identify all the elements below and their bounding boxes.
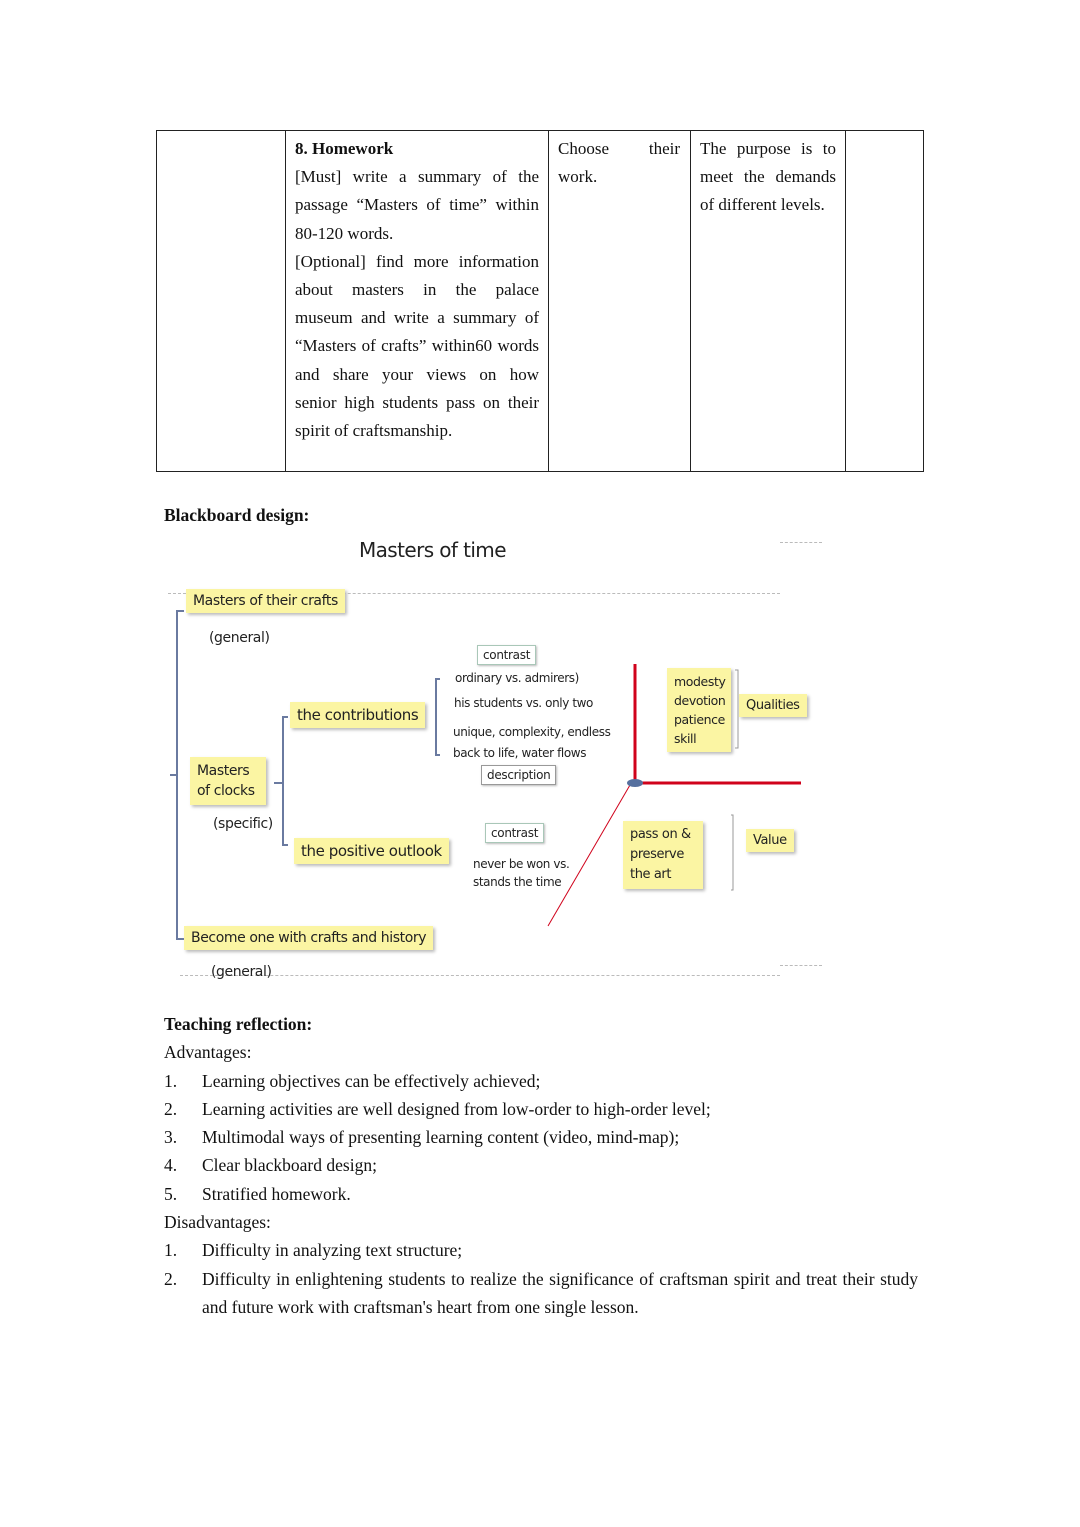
contrast-text: his students vs. only two bbox=[454, 696, 593, 710]
list-item bbox=[164, 1123, 924, 1151]
masters-of-crafts-note: Masters of their crafts bbox=[186, 589, 345, 613]
contrast-label: contrast bbox=[477, 645, 536, 665]
homework-optional: [Optional] find more information about masters in the palace museum and write a summary of “Masters of crafts” within60 words and share your views on how senior high students pass on their spirit of craftsmanship. bbox=[295, 251, 539, 441]
list-item bbox=[164, 1180, 924, 1208]
diagram-title: Masters of time bbox=[359, 538, 506, 562]
positive-outlook-note: the positive outlook bbox=[294, 838, 449, 864]
contrast-text: never be won vs. bbox=[473, 857, 570, 871]
list-item bbox=[164, 1095, 924, 1123]
pass-on-line: the art bbox=[630, 867, 672, 882]
item-number: 2. bbox=[164, 1098, 178, 1119]
purpose-cell bbox=[691, 131, 846, 472]
item-number: 3. bbox=[164, 1127, 178, 1148]
item-number: 5. bbox=[164, 1183, 178, 1204]
teaching-reflection bbox=[164, 1010, 924, 1321]
item-text: Stratified homework. bbox=[202, 1183, 351, 1204]
item-text: Learning objectives can be effectively achieved; bbox=[202, 1070, 541, 1091]
table-row bbox=[157, 131, 924, 472]
axes-graphic bbox=[160, 530, 840, 990]
table-cell-empty bbox=[846, 131, 924, 472]
lesson-plan-table bbox=[156, 130, 924, 472]
description-label: description bbox=[481, 765, 556, 785]
masters-of-clocks-note: Masters of clocks bbox=[190, 757, 266, 805]
contributions-note: the contributions bbox=[290, 702, 425, 728]
contrast-label: contrast bbox=[485, 823, 544, 843]
qualities-list-note bbox=[667, 668, 731, 752]
quality-item: devotion bbox=[674, 693, 726, 708]
quality-item: patience bbox=[674, 712, 725, 727]
purpose: The purpose is to meet the demands of different levels. bbox=[700, 139, 836, 215]
become-one-note: Become one with crafts and history bbox=[184, 926, 433, 950]
item-text: Multimodal ways of presenting learning content (video, mind-map); bbox=[202, 1127, 680, 1148]
contrast-text: ordinary vs. admirers) bbox=[455, 671, 579, 685]
item-number: 1. bbox=[164, 1240, 178, 1261]
list-item bbox=[164, 1067, 924, 1095]
item-number: 2. bbox=[164, 1268, 178, 1289]
homework-cell bbox=[286, 131, 549, 472]
specific-label: (specific) bbox=[213, 816, 273, 832]
list-item bbox=[164, 1236, 924, 1264]
pass-on-note bbox=[623, 821, 703, 889]
qualities-note: Qualities bbox=[739, 694, 807, 717]
quality-item: modesty bbox=[674, 674, 726, 689]
reflection-heading: Teaching reflection: bbox=[164, 1014, 313, 1034]
item-text: Difficulty in analyzing text structure; bbox=[202, 1240, 463, 1261]
student-activity-cell bbox=[549, 131, 691, 472]
description-text: back to life, water flows bbox=[453, 746, 587, 760]
diagonal-axis bbox=[548, 785, 630, 926]
pass-on-line: preserve bbox=[630, 847, 684, 862]
item-text: Clear blackboard design; bbox=[202, 1155, 377, 1176]
disadvantages-label: Disadvantages: bbox=[164, 1212, 271, 1233]
bracket bbox=[735, 670, 738, 748]
general-label: (general) bbox=[211, 964, 272, 980]
list-item bbox=[164, 1265, 924, 1322]
advantages-label: Advantages: bbox=[164, 1042, 252, 1063]
item-text: Learning activities are well designed from low-order to high-order level; bbox=[202, 1098, 711, 1119]
table-cell-empty bbox=[157, 131, 286, 472]
item-text: Difficulty in enlightening students to realize the significance of craftsman spirit and treat their study and future work with craftsman's heart from one single lesson. bbox=[202, 1268, 918, 1317]
origin-dot bbox=[627, 779, 643, 787]
contrast-text: stands the time bbox=[473, 875, 562, 889]
item-number: 1. bbox=[164, 1070, 178, 1091]
homework-title: 8. Homework bbox=[295, 139, 394, 158]
item-number: 4. bbox=[164, 1155, 178, 1176]
quality-item: skill bbox=[674, 731, 697, 746]
general-label: (general) bbox=[209, 630, 270, 646]
bracket bbox=[731, 815, 733, 890]
pass-on-line: pass on & bbox=[630, 827, 691, 842]
homework-must: [Must] write a summary of the passage “Masters of time” within 80-120 words. bbox=[295, 167, 539, 243]
student-activity: Choose their work. bbox=[558, 139, 680, 187]
blackboard-heading: Blackboard design: bbox=[164, 505, 310, 525]
blackboard-diagram bbox=[160, 530, 840, 990]
description-text: unique, complexity, endless bbox=[453, 725, 611, 739]
list-item bbox=[164, 1151, 924, 1179]
value-note: Value bbox=[746, 829, 794, 852]
